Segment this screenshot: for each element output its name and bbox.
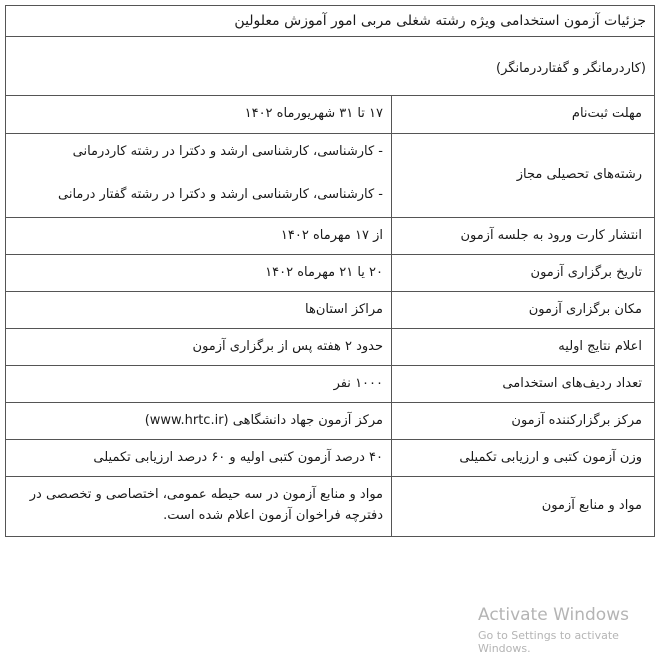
value-line: - کارشناسی، کارشناسی ارشد و دکترا در رشته کاردرمانی bbox=[72, 144, 383, 160]
row-label: تاریخ برگزاری آزمون bbox=[392, 255, 655, 292]
watermark-title: Activate Windows bbox=[478, 605, 629, 625]
table-title: جزئیات آزمون استخدامی ویژه رشته شغلی مربی امور آموزش معلولین bbox=[6, 6, 655, 37]
row-label: مرکز برگزارکننده آزمون bbox=[392, 403, 655, 440]
row-label: مهلت ثبت‌نام bbox=[392, 96, 655, 134]
exam-details-table-container bbox=[5, 5, 655, 537]
row-label: انتشار کارت ورود به جلسه آزمون bbox=[392, 218, 655, 255]
row-value: ۲۰ یا ۲۱ مهرماه ۱۴۰۲ bbox=[6, 255, 392, 292]
row-label: مواد و منابع آزمون bbox=[392, 477, 655, 537]
row-value: مرکز آزمون جهاد دانشگاهی (www.hrtc.ir) bbox=[6, 403, 392, 440]
row-label: وزن آزمون کتبی و ارزیابی تکمیلی bbox=[392, 440, 655, 477]
row-value: مواد و منابع آزمون در سه حیطه عمومی، اختصاصی و تخصصی در دفترچه فراخوان آزمون اعلام شده است. bbox=[6, 477, 392, 537]
table-row-entry-card bbox=[6, 218, 655, 255]
row-value: از ۱۷ مهرماه ۱۴۰۲ bbox=[6, 218, 392, 255]
table-row-exam-materials bbox=[6, 477, 655, 537]
row-value: ۱۰۰۰ نفر bbox=[6, 366, 392, 403]
table-row-exam-date bbox=[6, 255, 655, 292]
table-row-exam-weight bbox=[6, 440, 655, 477]
table-row-initial-results bbox=[6, 329, 655, 366]
row-label: اعلام نتایج اولیه bbox=[392, 329, 655, 366]
table-subtitle bbox=[6, 37, 655, 96]
row-value: ۴۰ درصد آزمون کتبی اولیه و ۶۰ درصد ارزیابی تکمیلی bbox=[6, 440, 392, 477]
table-row-organizer bbox=[6, 403, 655, 440]
row-value: حدود ۲ هفته پس از برگزاری آزمون bbox=[6, 329, 392, 366]
value-line: - کارشناسی، کارشناسی ارشد و دکترا در رشته گفتار درمانی bbox=[57, 187, 383, 203]
row-value: ۱۷ تا ۳۱ شهریورماه ۱۴۰۲ bbox=[6, 96, 392, 134]
table-row-exam-location bbox=[6, 292, 655, 329]
subtitle-text: (کاردرمانگر و گفتاردرمانگر) bbox=[496, 61, 646, 77]
table-row-positions-count bbox=[6, 366, 655, 403]
table-row-fields-of-study bbox=[6, 134, 655, 218]
row-value: مراکز استان‌ها bbox=[6, 292, 392, 329]
row-value bbox=[6, 134, 392, 218]
row-label: رشته‌های تحصیلی مجاز bbox=[392, 134, 655, 218]
row-label: تعداد ردیف‌های استخدامی bbox=[392, 366, 655, 403]
table-row-registration bbox=[6, 96, 655, 134]
exam-details-table bbox=[5, 5, 655, 537]
row-label: مکان برگزاری آزمون bbox=[392, 292, 655, 329]
watermark-subtitle: Go to Settings to activate Windows. bbox=[478, 629, 619, 655]
